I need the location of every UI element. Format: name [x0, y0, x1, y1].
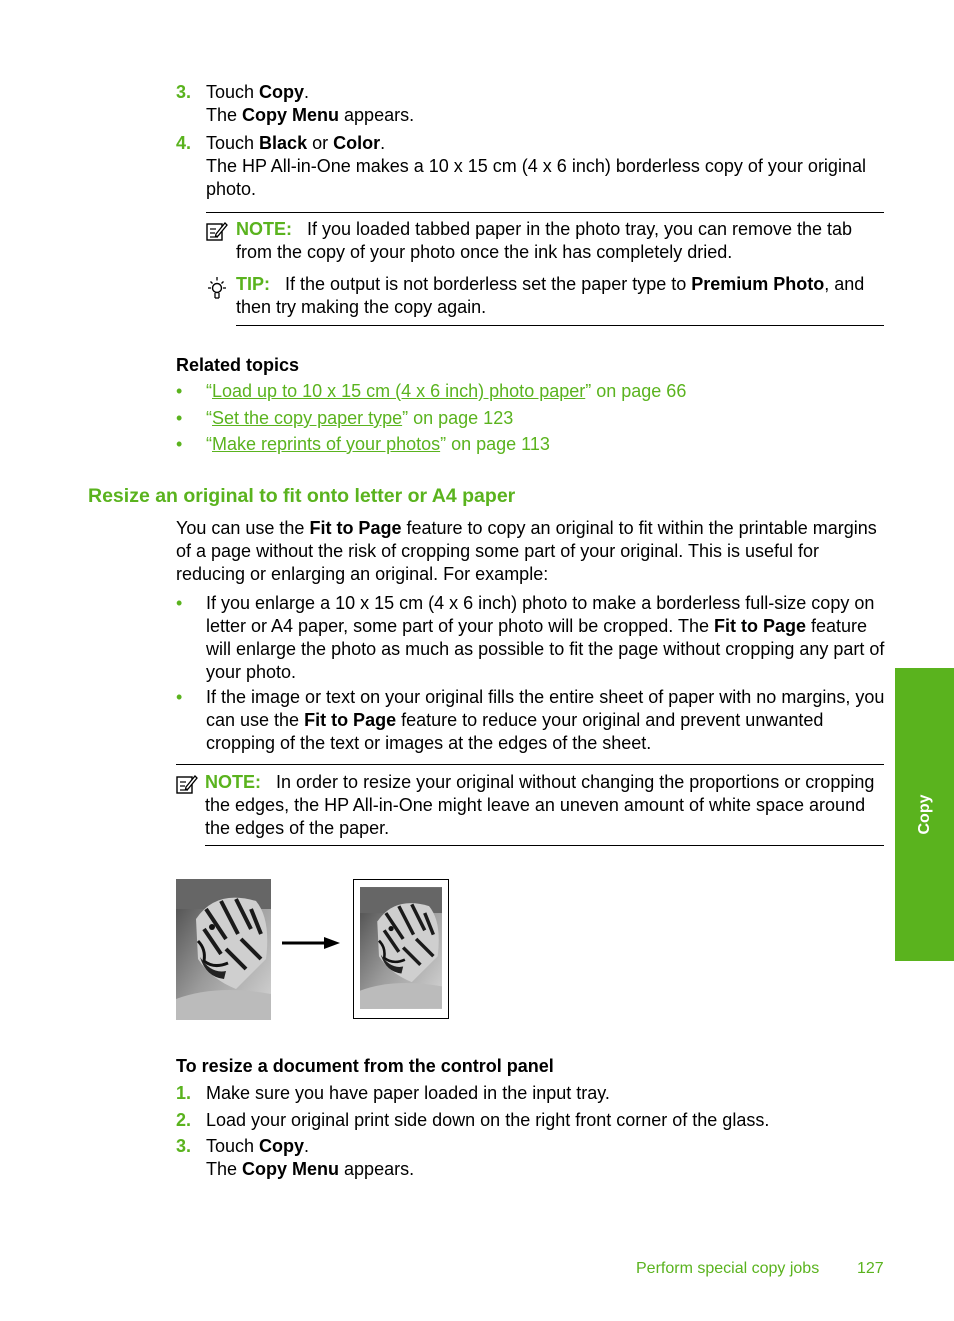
note-label: NOTE:: [205, 772, 261, 792]
chapter-side-tab-label: Copy: [916, 794, 933, 835]
related-item: “Make reprints of your photos” on page 113: [206, 434, 550, 454]
bullet: •: [176, 381, 183, 401]
note-label: NOTE:: [236, 219, 292, 239]
bullet: •: [176, 434, 183, 454]
note-bottom-rule: [236, 325, 884, 326]
related-link-copy-paper-type[interactable]: Set the copy paper type: [212, 408, 403, 428]
list-item: If the image or text on your original fills the entire sheet of paper with no margins, you can use the Fit to Page feature to reduce your original and prevent unwanted cropping of the text or images at the edges of the sheet.: [206, 687, 885, 753]
note-text: NOTE: In order to resize your original without changing the proportions or cropping the edges, the HP All-in-One might leave an uneven amount of white space around the edges of the paper.: [205, 772, 875, 838]
tip-text: TIP: If the output is not borderless set the paper type to Premium Photo, and then try making the copy again.: [236, 274, 865, 317]
footer-page-number: 127: [857, 1260, 884, 1277]
note-top-rule: [206, 212, 884, 213]
chapter-side-tab: [895, 668, 954, 961]
procedure-heading: To resize a document from the control panel: [176, 1056, 554, 1076]
step-text: Load your original print side down on the right front corner of the glass.: [206, 1110, 770, 1130]
related-item: “Set the copy paper type” on page 123: [206, 408, 514, 428]
bullet: •: [176, 687, 183, 707]
note-pencil-icon: [206, 220, 228, 248]
tip-label: TIP:: [236, 274, 270, 294]
original-photo-image: [176, 879, 271, 1020]
lightbulb-icon: [206, 276, 228, 308]
related-topics-heading: Related topics: [176, 355, 300, 375]
bullet: •: [176, 593, 183, 613]
section-intro: You can use the Fit to Page feature to copy an original to fit within the printable margins of a page without the risk of cropping some part of your original. This is useful for reducing or enlarging an original. For example:: [176, 518, 877, 584]
step-text: Make sure you have paper loaded in the input tray.: [206, 1083, 610, 1103]
step-number: 3.: [176, 82, 192, 102]
step-number: 2.: [176, 1110, 192, 1130]
right-arrow-icon: [282, 934, 342, 957]
note-top-rule: [176, 764, 884, 765]
step-text: Touch Copy. The Copy Menu appears.: [206, 82, 415, 125]
step-number: 3.: [176, 1136, 192, 1156]
step-text: Touch Copy. The Copy Menu appears.: [206, 1136, 415, 1179]
step-text: Touch Black or Color. The HP All-in-One makes a 10 x 15 cm (4 x 6 inch) borderless copy of your original photo.: [206, 133, 866, 199]
note-text: NOTE: If you loaded tabbed paper in the photo tray, you can remove the tab from the copy of your photo once the ink has completely dried.: [236, 219, 853, 262]
footer-section-title: Perform special copy jobs: [636, 1260, 820, 1277]
section-heading: Resize an original to fit onto letter or A4 paper: [88, 485, 516, 507]
step-number: 1.: [176, 1083, 192, 1103]
step-number: 4.: [176, 133, 192, 153]
related-item: “Load up to 10 x 15 cm (4 x 6 inch) photo paper” on page 66: [206, 381, 687, 401]
related-link-photo-paper[interactable]: Load up to 10 x 15 cm (4 x 6 inch) photo paper: [212, 381, 586, 401]
fit-to-page-copy-image: [353, 879, 449, 1019]
bullet: •: [176, 408, 183, 428]
note-bottom-rule: [205, 845, 884, 846]
list-item: If you enlarge a 10 x 15 cm (4 x 6 inch) photo to make a borderless full-size copy on letter or A4 paper, some part of your photo will be cropped. The Fit to Page feature will enlarge the photo as much as possible to fit the page without cropping any part of your photo.: [206, 593, 885, 682]
note-pencil-icon: [176, 773, 198, 801]
related-link-reprints[interactable]: Make reprints of your photos: [212, 434, 441, 454]
